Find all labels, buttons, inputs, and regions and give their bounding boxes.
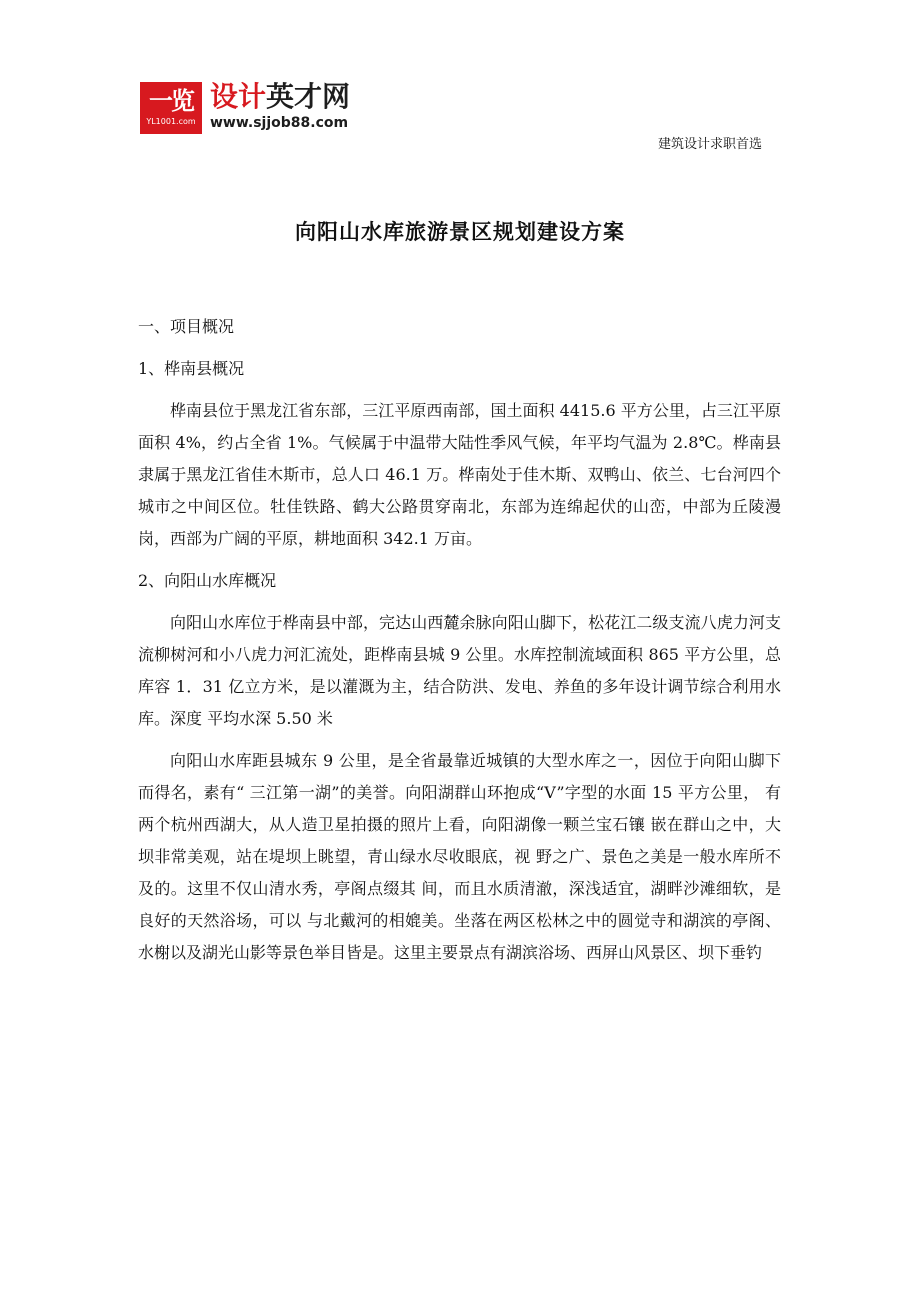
paragraph: 向阳山水库位于桦南县中部，完达山西麓余脉向阳山脚下，松花江二级支流八虎力河支流柳树河和小八虎力河汇流处，距桦南县城 9 公里。水库控制流域面积 865 平方公里，总库容 1．31 亿立方米，是以灌溉为主，结合防洪、发电、养鱼的多年设计调节综合利用水库。深度 平均水深 5.50 米 — [138, 613, 781, 728]
subsection-heading: 1、桦南县概况 — [138, 359, 245, 378]
logo-title-red: 设计 — [210, 80, 267, 113]
logo-url[interactable]: www.sjjob88.com — [210, 115, 349, 131]
logo-badge — [140, 82, 202, 134]
header-tagline: 建筑设计求职首选 — [657, 137, 762, 152]
logo-badge-subtext: YL1001.com — [146, 117, 196, 126]
logo-badge-text: 一览 — [149, 87, 193, 115]
section-heading: 一、项目概况 — [138, 317, 235, 336]
logo-title-dark: 英才网 — [266, 80, 351, 113]
document-title: 向阳山水库旅游景区规划建设方案 — [295, 219, 625, 244]
site-logo[interactable] — [140, 82, 380, 134]
logo-title — [210, 82, 350, 112]
paragraph: 桦南县位于黑龙江省东部，三江平原西南部，国土面积 4415.6 平方公里，占三江平原面积 4%，约占全省 1%。气候属于中温带大陆性季风气候，年平均气温为 2.8℃。桦南县隶属于黑龙江省佳木斯市，总人口 46.1 万。桦南处于佳木斯、双鸭山、依兰、七台河四个城市之中间区位。牡佳铁路、鹤大公路贯穿南北，东部为连绵起伏的山峦，中部为丘陵漫岗，西部为广阔的平原，耕地面积 342.1 万亩。 — [138, 401, 781, 548]
paragraph: 向阳山水库距县城东 9 公里，是全省最靠近城镇的大型水库之一，因位于向阳山脚下而得名，素有“ 三江第一湖”的美誉。向阳湖群山环抱成“V”字型的水面 15 平方公里， 有两个杭州西湖大，从人造卫星拍摄的照片上看，向阳湖像一颗兰宝石镶 嵌在群山之中，大坝非常美观，站在堤坝上眺望，青山绿水尽收眼底，视 野之广、景色之美是一般水库所不及的。这里不仅山清水秀，亭阁点缀其 间，而且水质清澈，深浅适宜，湖畔沙滩细软，是良好的天然浴场，可以 与北戴河的相媲美。坐落在两区松林之中的圆觉寺和湖滨的亭阁、水榭以及湖光山影等景色举目皆是。这里主要景点有湖滨浴场、西屏山风景区、坝下垂钓 — [138, 751, 781, 962]
document-body — [138, 311, 781, 979]
subsection-heading: 2、向阳山水库概况 — [138, 571, 277, 590]
